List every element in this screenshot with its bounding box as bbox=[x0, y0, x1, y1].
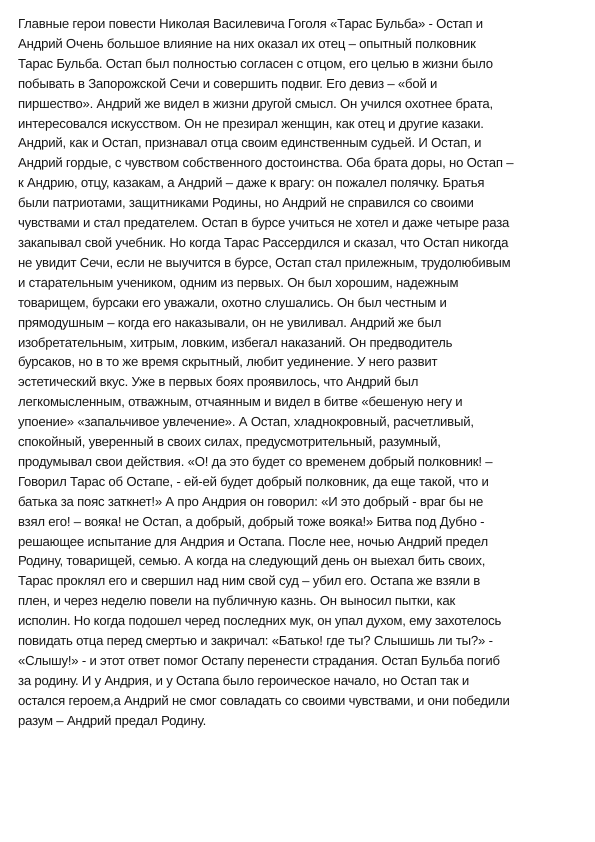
text-line: интересовался искусством. Он не презирал женщин, как отец и другие казаки. bbox=[18, 115, 484, 131]
text-line: были патриотами, защитниками Родины, но Андрий не справился со своими bbox=[18, 195, 474, 211]
text-line: повидать отца перед смертью и закричал: «Батько! где ты? Слышишь ли ты?» - bbox=[18, 633, 493, 649]
text-line: Андрий гордые, с чувством собственного достоинства. Оба брата доры, но Остап – bbox=[18, 155, 514, 171]
text-line: бурсаков, но в то же время скрытный, любит уединение. У него развит bbox=[18, 354, 438, 370]
text-line: плен, и через неделю повели на публичную казнь. Он выносил пытки, как bbox=[18, 593, 455, 609]
text-line: легкомысленным, отважным, отчаянным и видел в битве «бешеную негу и bbox=[18, 394, 463, 410]
text-line: товарищем, бурсаки его уважали, охотно слушались. Он был честным и bbox=[18, 294, 447, 310]
text-line: закапывал свой учебник. Но когда Тарас Рассердился и сказал, что Остап никогда bbox=[18, 234, 509, 250]
text-line: не увидит Сечи, если не выучится в бурсе, Остап стал прилежным, трудолюбивым bbox=[18, 254, 511, 270]
text-line: исполин. Но когда подошел черед последних мук, он упал духом, ему захотелось bbox=[18, 613, 502, 629]
text-line: и старательным учеником, одним из первых. Он был хорошим, надежным bbox=[18, 274, 459, 290]
text-line: прямодушным – когда его наказывали, он не увиливал. Андрий же был bbox=[18, 314, 442, 330]
text-line: Тарас Бульба. Остап был полностью согласен с отцом, его целью в жизни было bbox=[18, 55, 493, 71]
text-line: взял его! – вояка! не Остап, а добрый, добрый тоже вояка!» Битва под Дубно - bbox=[18, 513, 485, 529]
text-line: Андрий Очень большое влияние на них оказал их отец – опытный полковник bbox=[18, 35, 476, 51]
text-line: чувствами и стал предателем. Остап в бурсе учиться не хотел и даже четыре раза bbox=[18, 215, 510, 231]
text-line: побывать в Запорожской Сечи и совершить подвиг. Его девиз – «бой и bbox=[18, 75, 438, 91]
text-line: к Андрию, отцу, казакам, а Андрий – даже к врагу: он пожалел полячку. Братья bbox=[18, 175, 485, 191]
text-line: решающее испытание для Андрия и Остапа. После нее, ночью Андрий предел bbox=[18, 533, 488, 549]
text-line: изобретательным, хитрым, ловким, избегал наказаний. Он предводитель bbox=[18, 334, 453, 350]
text-line: батька за пояс заткнет!» А про Андрия он говорил: «И это добрый - враг бы не bbox=[18, 493, 484, 509]
text-line: Андрий, как и Остап, признавал отца своим единственным судьей. И Остап, и bbox=[18, 135, 482, 151]
essay-text bbox=[18, 14, 578, 731]
text-line: пиршество». Андрий же видел в жизни другой смысл. Он учился охотнее брата, bbox=[18, 95, 493, 111]
text-line: Родину, товарищей, семью. А когда на следующий день он выехал бить своих, bbox=[18, 553, 486, 569]
text-line: Тарас проклял его и свершил над ним свой суд – убил его. Остапа же взяли в bbox=[18, 573, 481, 589]
text-line: спокойный, уверенный в своих силах, предусмотрительный, разумный, bbox=[18, 434, 441, 450]
text-line: упоение» «запальчивое увлечение». А Остап, хладнокровный, расчетливый, bbox=[18, 414, 474, 430]
text-line: продумывал свои действия. «О! да это будет со временем добрый полковник! – bbox=[18, 453, 493, 469]
text-line: «Слышу!» - и этот ответ помог Остапу перенести страдания. Остап Бульба погиб bbox=[18, 653, 500, 668]
text-line: за родину. И у Андрия, и у Остапа было героическое начало, но Остап так и bbox=[18, 672, 469, 688]
text-line: Главные герои повести Николая Василевича Гоголя «Тарас Бульба» - Остап и bbox=[18, 16, 483, 31]
text-line: Говорил Тарас об Остапе, - ей-ей будет добрый полковник, да еще такой, что и bbox=[18, 473, 489, 489]
text-line: остался героем,а Андрий не смог совладать со своими чувствами, и они победили bbox=[18, 692, 510, 708]
text-line: эстетический вкус. Уже в первых боях проявилось, что Андрий был bbox=[18, 374, 419, 390]
text-line: разум – Андрий предал Родину. bbox=[18, 712, 207, 728]
